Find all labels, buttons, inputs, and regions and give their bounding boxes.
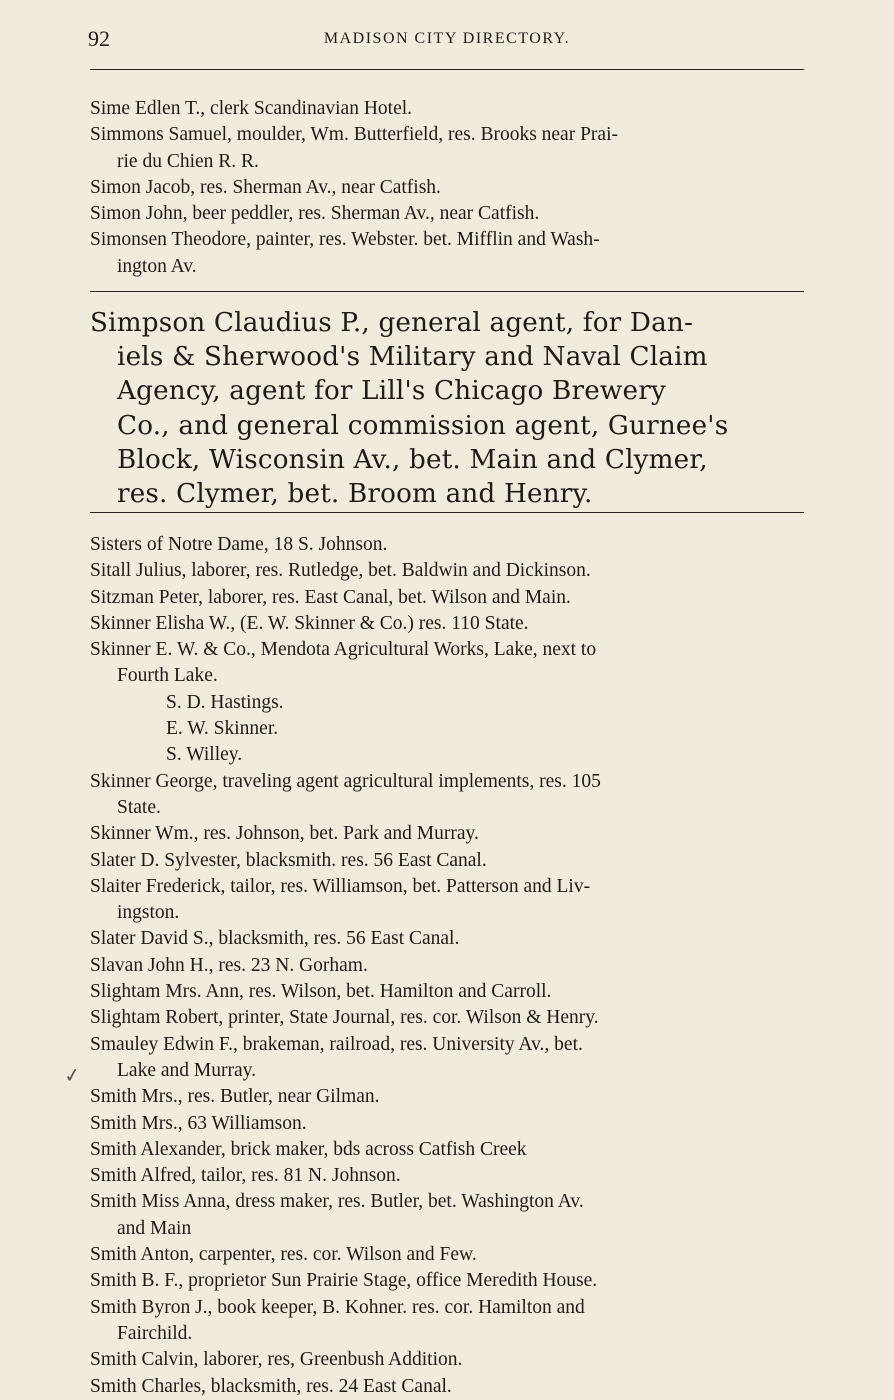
page-number: 92	[88, 26, 110, 51]
entry-line: Smith Byron J., book keeper, B. Kohner. res. cor. Hamilton and	[90, 1296, 585, 1318]
entry-line: Smith Anton, carpenter, res. cor. Wilson and Few.	[90, 1244, 477, 1266]
entry-line: Sitzman Peter, laborer, res. East Canal, bet. Wilson and Main.	[90, 586, 571, 608]
entry-line: Smith B. F., proprietor Sun Prairie Stage, office Meredith House.	[90, 1270, 598, 1292]
directory-block-1	[90, 96, 810, 280]
entry-line: and Main	[117, 1217, 192, 1239]
entry-line: Smauley Edwin F., brakeman, railroad, res. University Av., bet.	[90, 1033, 583, 1055]
entry-line: Slater D. Sylvester, blacksmith. res. 56 East Canal.	[90, 849, 487, 871]
entry-line: Smith Mrs., 63 Williamson.	[90, 1112, 307, 1134]
entry-line: Slavan John H., res. 23 N. Gorham.	[90, 954, 368, 976]
ad-line: res. Clymer, bet. Broom and Henry.	[117, 479, 593, 510]
header-rule	[90, 69, 804, 70]
running-title: MADISON CITY DIRECTORY.	[323, 30, 571, 47]
entry-line: Skinner Elisha W., (E. W. Skinner & Co.) res. 110 State.	[90, 612, 529, 634]
entry-line: Smith Miss Anna, dress maker, res. Butler, bet. Washington Av.	[90, 1191, 584, 1213]
entry-line: Lake and Murray.	[117, 1059, 256, 1081]
ad-bottom-rule	[90, 512, 804, 513]
entry-line: Smith Calvin, laborer, res, Greenbush Addition.	[90, 1349, 463, 1371]
ad-line: Co., and general commission agent, Gurnee's	[117, 410, 729, 441]
entry-line: Skinner Wm., res. Johnson, bet. Park and Murray.	[90, 823, 479, 845]
entry-line: Skinner E. W. & Co., Mendota Agricultural Works, Lake, next to	[90, 639, 597, 661]
entry-line: Slater David S., blacksmith, res. 56 East Canal.	[90, 928, 460, 950]
entry-line: Smith Charles, blacksmith, res. 24 East Canal.	[90, 1375, 452, 1397]
handwritten-check-mark: ✓	[62, 1061, 83, 1089]
entry-line: Slightam Mrs. Ann, res. Wilson, bet. Hamilton and Carroll.	[90, 981, 552, 1003]
ad-top-rule	[90, 291, 804, 292]
entry-line: Slaiter Frederick, tailor, res. Williamson, bet. Patterson and Liv-	[90, 875, 591, 897]
ad-line: Simpson Claudius P., general agent, for Dan-	[90, 308, 694, 338]
entry-line: rie du Chien R. R.	[117, 150, 259, 172]
entry-line: E. W. Skinner.	[166, 718, 279, 740]
entry-line: Simon Jacob, res. Sherman Av., near Catfish.	[90, 176, 441, 198]
entry-line: Sime Edlen T., clerk Scandinavian Hotel.	[90, 98, 413, 119]
page-header	[88, 26, 806, 56]
entry-line: S. D. Hastings.	[166, 691, 284, 713]
entry-line: Skinner George, traveling agent agricultural implements, res. 105	[90, 770, 601, 792]
entry-line: ingston.	[117, 902, 180, 924]
directory-block-2	[90, 532, 810, 1400]
entry-line: Fairchild.	[117, 1322, 193, 1344]
entry-line: Simon John, beer peddler, res. Sherman Av., near Catfish.	[90, 203, 540, 225]
entry-line: ington Av.	[117, 255, 197, 277]
advertisement-block	[90, 306, 810, 511]
entry-line: Smith Alexander, brick maker, bds across Catfish Creek	[90, 1138, 527, 1160]
ad-line: Block, Wisconsin Av., bet. Main and Clymer,	[117, 444, 708, 475]
entry-line: Sitall Julius, laborer, res. Rutledge, bet. Baldwin and Dickinson.	[90, 560, 591, 582]
entry-line: Simmons Samuel, moulder, Wm. Butterfield, res. Brooks near Prai-	[90, 124, 618, 146]
ad-line: iels & Sherwood's Military and Naval Claim	[117, 342, 708, 373]
ad-line: Agency, agent for Lill's Chicago Brewery	[117, 376, 666, 407]
entry-line: S. Willey.	[166, 744, 243, 766]
entry-line: Smith Mrs., res. Butler, near Gilman.	[90, 1086, 380, 1108]
entry-line: Slightam Robert, printer, State Journal, res. cor. Wilson & Henry.	[90, 1007, 599, 1029]
entry-line: Fourth Lake.	[117, 665, 218, 687]
entry-line: Sisters of Notre Dame, 18 S. Johnson.	[90, 534, 388, 555]
entry-line: State.	[117, 796, 161, 818]
entry-line: Smith Alfred, tailor, res. 81 N. Johnson.	[90, 1165, 401, 1187]
entry-line: Simonsen Theodore, painter, res. Webster. bet. Mifflin and Wash-	[90, 229, 600, 251]
